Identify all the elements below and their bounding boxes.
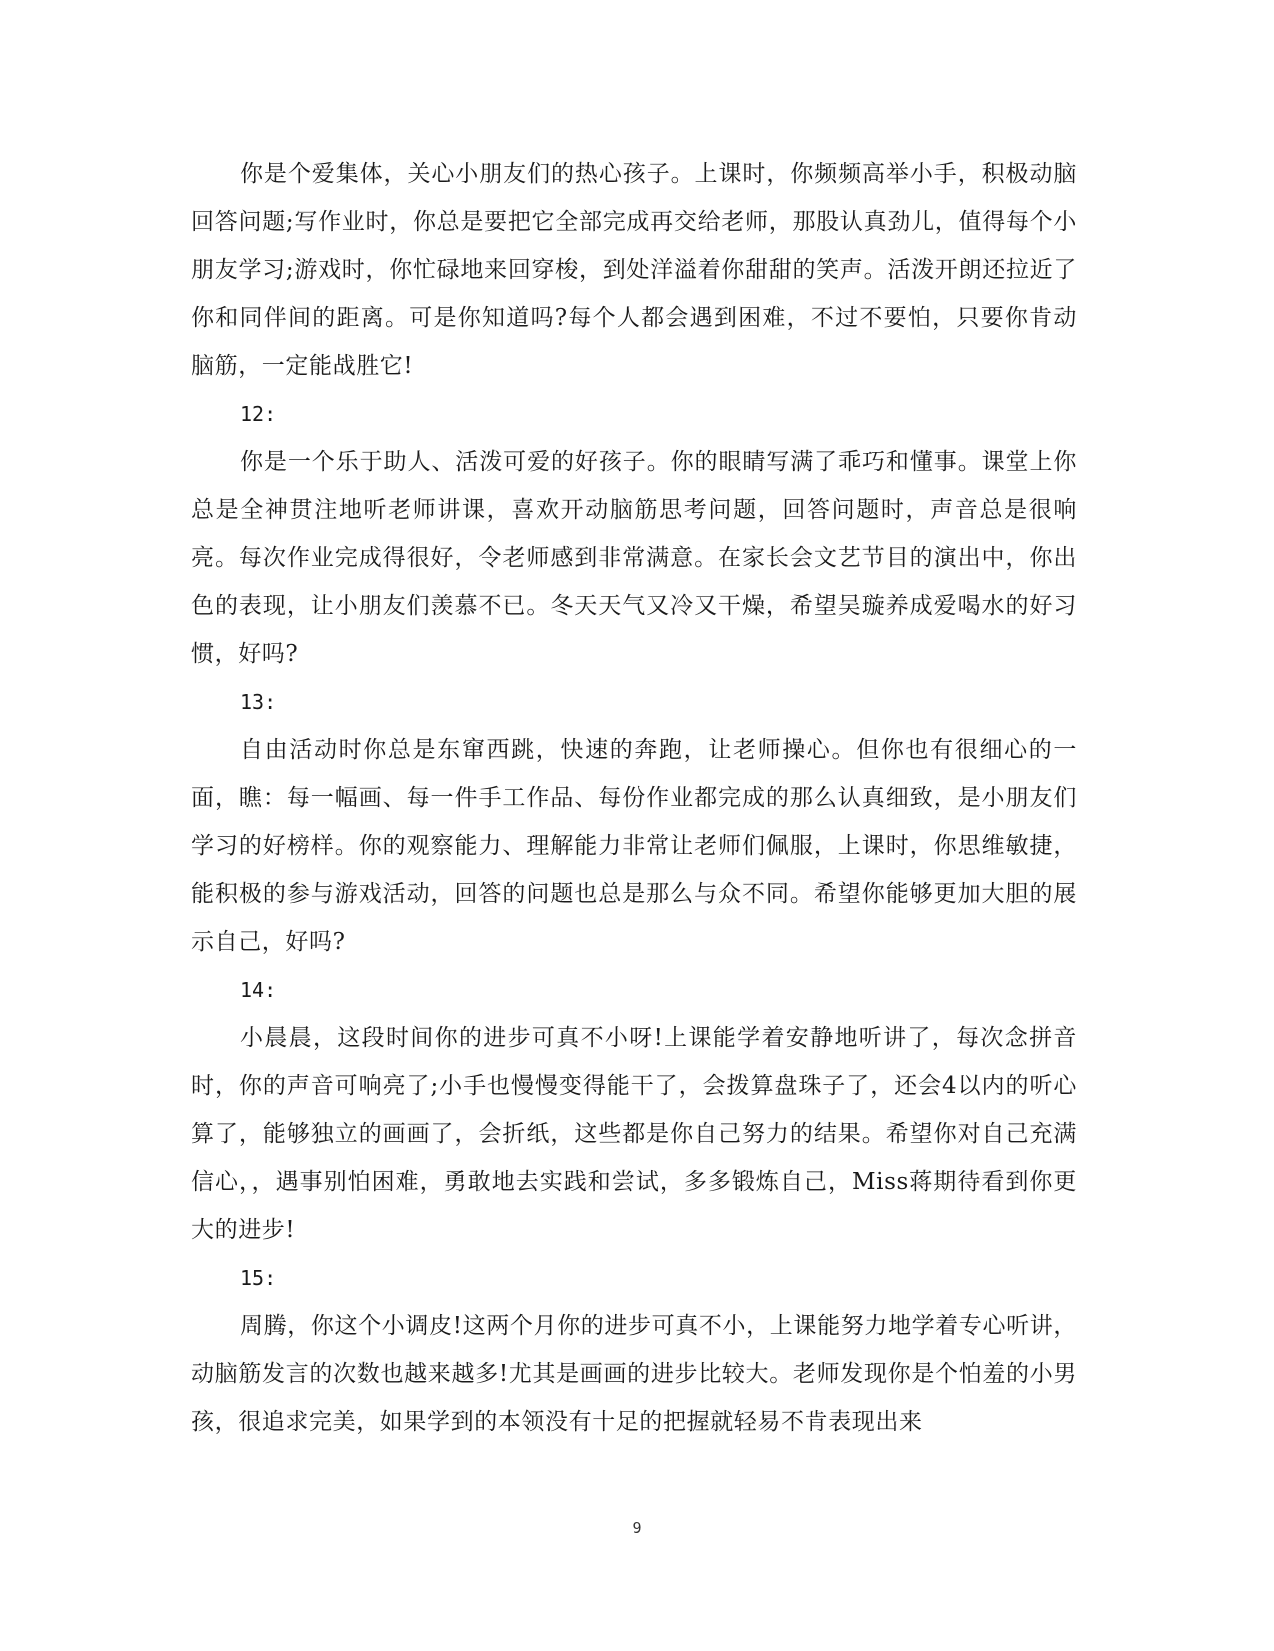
page-number: 9: [632, 1519, 642, 1537]
entry-number: 13:: [240, 690, 277, 714]
paragraph: 你是个爱集体，关心小朋友们的热心孩子。上课时，你频频高举小手，积极动脑回答问题;写作业时，你总是要把它全部完成再交给老师，那股认真劲儿，值得每个小朋友学习;游戏时，你忙碌地来回穿梭，到处洋溢着你甜甜的笑声。活泼开朗还拉近了你和同伴间的距离。可是你知道吗?每个人都会遇到困难，不过不要怕，只要你肯动脑筋，一定能战胜它!: [191, 161, 1077, 379]
entry-number: 14:: [240, 978, 277, 1002]
entry-number: 15:: [240, 1266, 277, 1290]
paragraph: 自由活动时你总是东窜西跳，快速的奔跑，让老师操心。但你也有很细心的一面，瞧：每一幅画、每一件手工作品、每份作业都完成的那么认真细致，是小朋友们学习的好榜样。你的观察能力、理解能力非常让老师们佩服，上课时，你思维敏捷，能积极的参与游戏活动，回答的问题也总是那么与众不同。希望你能够更加大胆的展示自己，好吗?: [191, 737, 1077, 955]
entry-number: 12:: [240, 402, 277, 426]
paragraph: 周腾，你这个小调皮!这两个月你的进步可真不小，上课能努力地学着专心听讲，动脑筋发言的次数也越来越多!尤其是画画的进步比较大。老师发现你是个怕羞的小男孩，很追求完美，如果学到的本领没有十足的把握就轻易不肯表现出来: [191, 1313, 1077, 1435]
document-body: [191, 150, 1077, 1446]
paragraph: 小晨晨，这段时间你的进步可真不小呀!上课能学着安静地听讲了，每次念拼音时，你的声音可响亮了;小手也慢慢变得能干了，会拨算盘珠子了，还会4以内的听心算了，能够独立的画画了，会折纸，这些都是你自己努力的结果。希望你对自己充满信心，，遇事别怕困难，勇敢地去实践和尝试，多多锻炼自己，Miss蒋期待看到你更大的进步!: [191, 1025, 1077, 1243]
paragraph: 你是一个乐于助人、活泼可爱的好孩子。你的眼睛写满了乖巧和懂事。课堂上你总是全神贯注地听老师讲课，喜欢开动脑筋思考问题，回答问题时，声音总是很响亮。每次作业完成得很好，令老师感到非常满意。在家长会文艺节目的演出中，你出色的表现，让小朋友们羡慕不已。冬天天气又冷又干燥，希望吴璇养成爱喝水的好习惯，好吗?: [191, 449, 1077, 667]
